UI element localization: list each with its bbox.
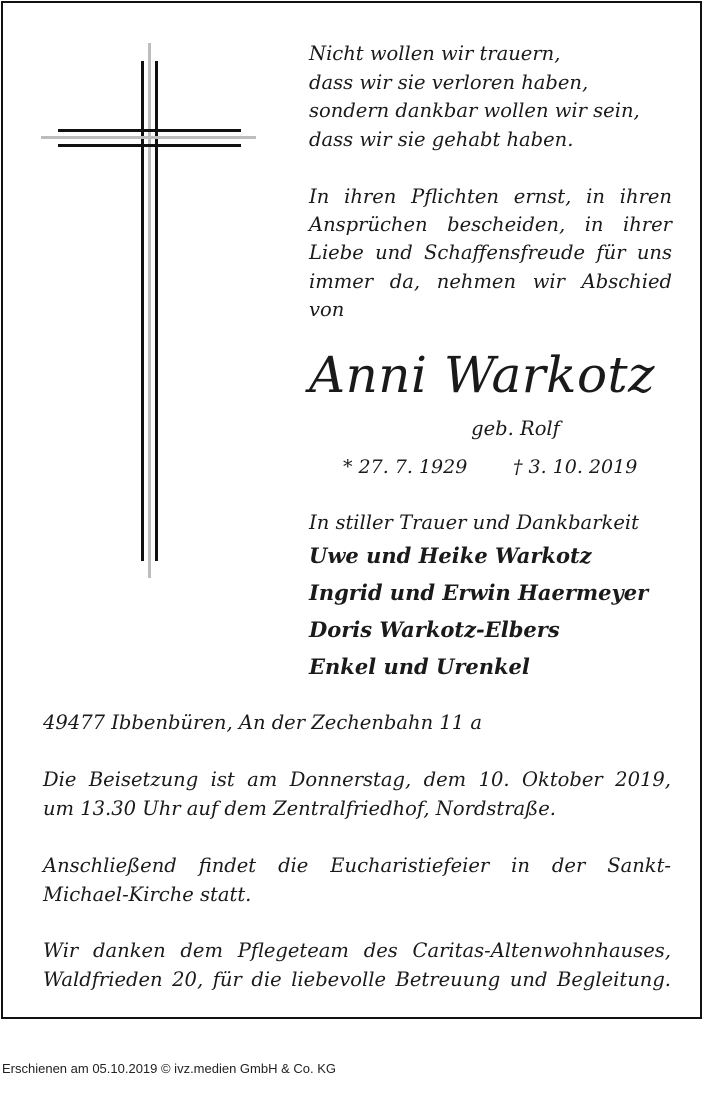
tribute-text <box>309 183 672 324</box>
mass-info <box>43 852 671 909</box>
thanks-line: Wir danken dem Pflegeteam des Caritas-Altenwohnhauses, <box>43 939 671 962</box>
tribute-line: In ihren Pflichten ernst, in ihren <box>309 185 672 208</box>
tribute-line: von <box>309 297 345 321</box>
mourner-family: Ingrid und Erwin Haermeyer <box>309 580 649 605</box>
mass-line: Michael-Kirche statt. <box>43 882 252 906</box>
mourner-family: Enkel und Urenkel <box>309 654 530 679</box>
mourners <box>309 509 689 685</box>
thanks-info <box>43 937 671 994</box>
funeral-info <box>43 766 671 823</box>
poem-line: dass wir sie verloren haben, <box>309 70 589 94</box>
funeral-line: Die Beisetzung ist am Donnerstag, dem 10. Oktober 2019, <box>43 768 671 791</box>
poem-line: sondern dankbar wollen wir sein, <box>309 99 640 122</box>
tribute-line: Liebe und Schaffensfreude für uns <box>309 241 672 265</box>
mass-line: Anschließend findet die Eucharistiefeier in der Sankt- <box>43 854 671 877</box>
birth-date: * 27. 7. 1929 <box>343 456 468 478</box>
funeral-line: um 13.30 Uhr auf dem Zentralfriedhof, Nordstraße. <box>43 796 556 820</box>
tribute-line: Ansprüchen bescheiden, in ihrer <box>309 213 672 237</box>
poem-line: dass wir sie gehabt haben. <box>309 127 574 151</box>
cross-icon <box>41 43 261 578</box>
mourners-intro: In stiller Trauer und Dankbarkeit <box>309 511 639 534</box>
mourning-address: 49477 Ibbenbüren, An der Zechenbahn 11 a <box>43 711 482 734</box>
tribute-line: immer da, nehmen wir Abschied <box>309 269 672 293</box>
birth-name: geb. Rolf <box>471 417 560 440</box>
mourner-family: Uwe und Heike Warkotz <box>309 543 592 568</box>
poem-line: Nicht wollen wir trauern, <box>309 42 561 65</box>
poem <box>309 40 672 154</box>
thanks-line: Waldfrieden 20, für die liebevolle Betreuung und Begleitung. <box>43 967 671 991</box>
mourner-family: Doris Warkotz-Elbers <box>309 617 560 642</box>
obituary-notice <box>1 1 702 1019</box>
deceased-name: Anni Warkotz <box>309 346 655 404</box>
death-date: † 3. 10. 2019 <box>513 456 638 478</box>
publication-footer: Erschienen am 05.10.2019 © ivz.medien GmbH & Co. KG <box>2 1061 337 1076</box>
